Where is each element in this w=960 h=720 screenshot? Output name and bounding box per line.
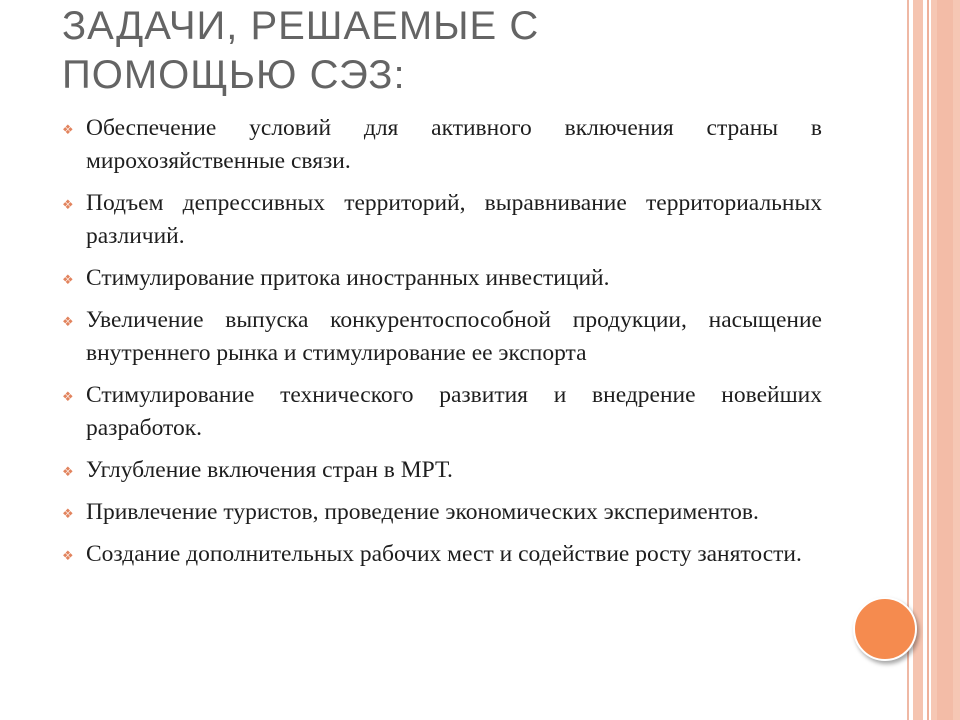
bullet-list	[62, 112, 822, 580]
diamond-bullet-icon: ❖	[62, 548, 74, 563]
bullet-item	[62, 496, 822, 529]
bullet-text: Увеличение выпуска конкурентоспособной продукции, насыщение внутреннего рынка и стимулирование ее экспорта	[86, 307, 822, 366]
diamond-bullet-icon: ❖	[62, 506, 74, 521]
diamond-bullet-icon: ❖	[62, 272, 74, 287]
decorative-stripe	[927, 0, 929, 720]
bullet-text: Стимулирование притока иностранных инвестиций.	[86, 265, 610, 291]
bullet-text: Стимулирование технического развития и внедрение новейших разработок.	[86, 382, 822, 441]
diamond-bullet-icon: ❖	[62, 464, 74, 479]
bullet-item	[62, 304, 822, 370]
diamond-bullet-icon: ❖	[62, 197, 74, 212]
bullet-item	[62, 262, 822, 295]
diamond-bullet-icon: ❖	[62, 389, 74, 404]
bullet-text: Подъем депрессивных территорий, выравнивание территориальных различий.	[86, 190, 822, 249]
bullet-text: Углубление включения стран в МРТ.	[86, 457, 453, 483]
diamond-bullet-icon: ❖	[62, 314, 74, 329]
bullet-item	[62, 112, 822, 178]
bullet-item	[62, 187, 822, 253]
bullet-item	[62, 454, 822, 487]
bullet-item	[62, 538, 822, 571]
bullet-text: Создание дополнительных рабочих мест и содействие росту занятости.	[86, 541, 802, 567]
slide-title: ЗАДАЧИ, РЕШАЕМЫЕ С ПОМОЩЬЮ СЭЗ:	[62, 4, 540, 97]
bullet-text: Привлечение туристов, проведение экономических экспериментов.	[86, 499, 759, 525]
diamond-bullet-icon: ❖	[62, 122, 74, 137]
decorative-circle	[853, 597, 917, 661]
decorative-stripe	[913, 0, 923, 720]
decorative-stripe	[937, 0, 953, 720]
bullet-item	[62, 379, 822, 445]
bullet-text: Обеспечение условий для активного включения страны в мирохозяйственные связи.	[86, 115, 822, 174]
